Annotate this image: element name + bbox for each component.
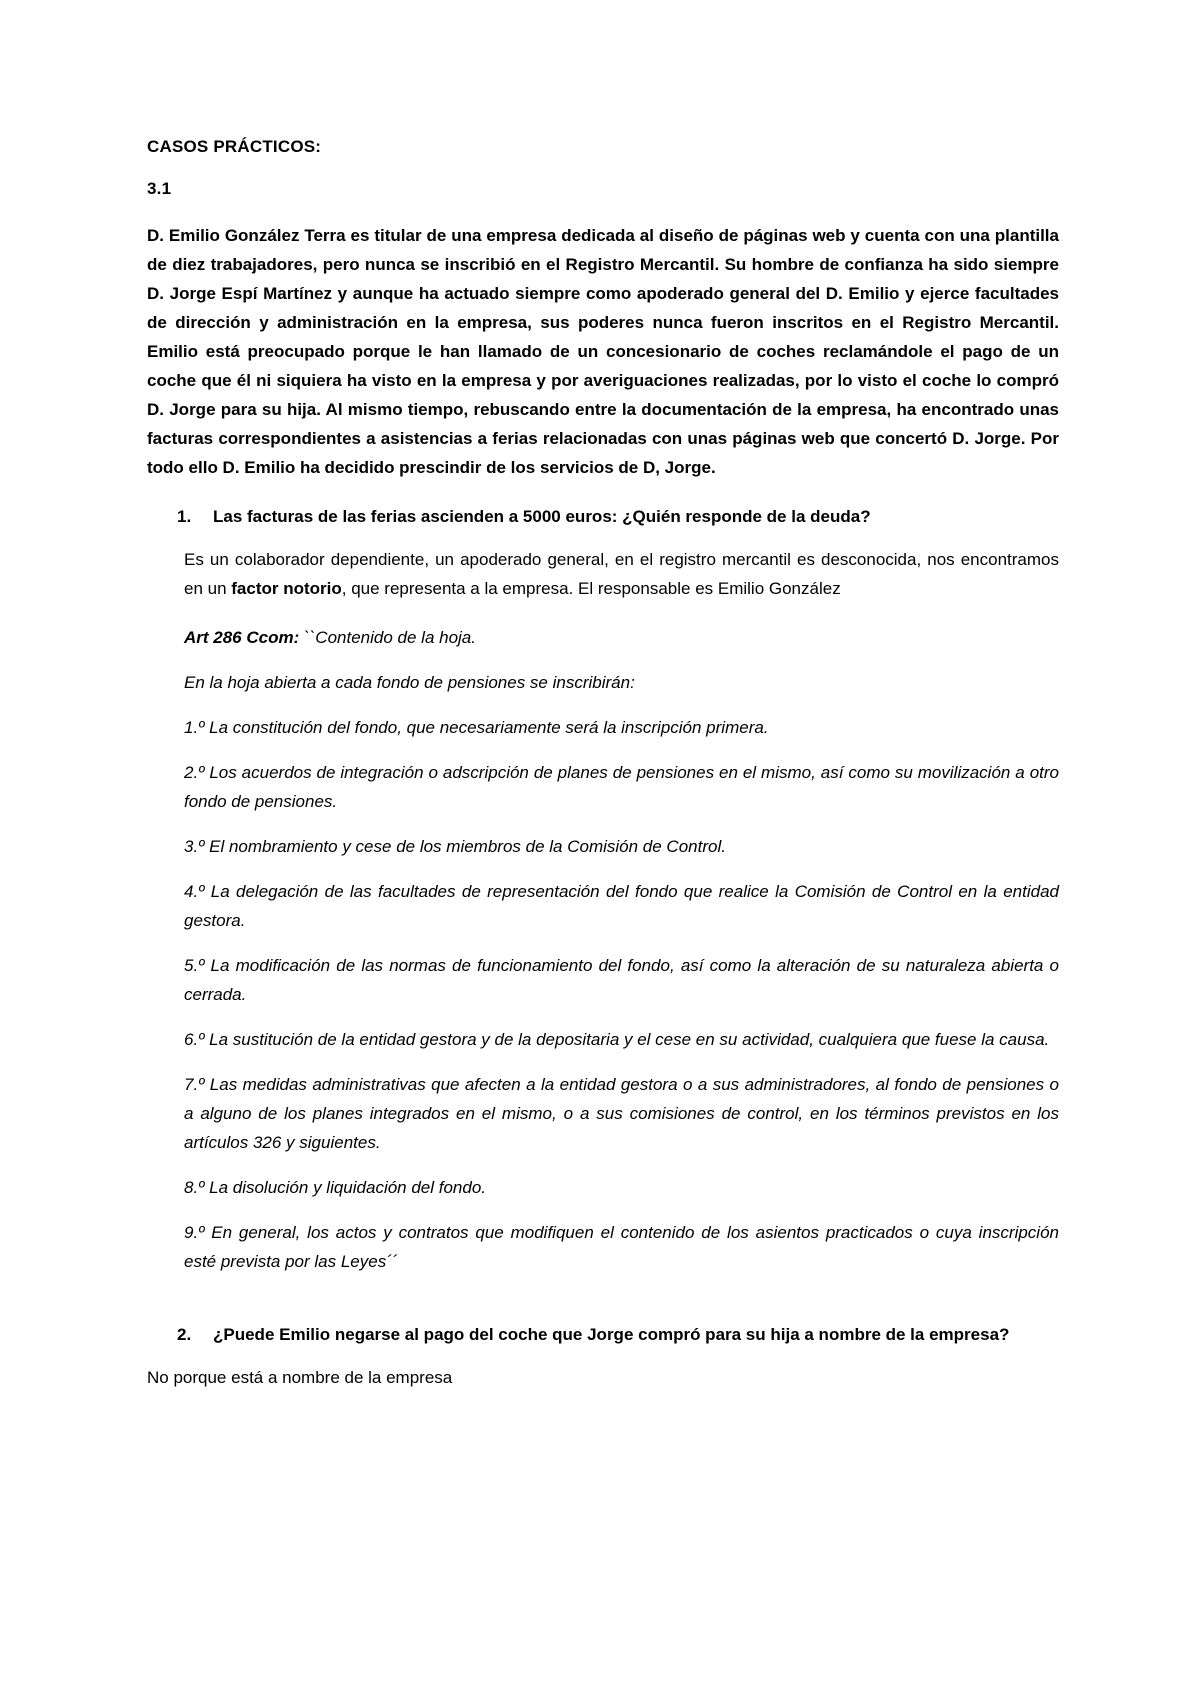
article-heading: ``Contenido de la hoja. [299,628,476,647]
article-item: 7.º Las medidas administrativas que afecten a la entidad gestora o a sus administradores, al fondo de pensiones o a alguno de los planes integrados en el mismo, o a sus comisiones de control, en los términos previstos en los artículos 326 y siguientes. [184,1075,1059,1152]
case-statement: D. Emilio González Terra es titular de una empresa dedicada al diseño de páginas web y cuenta con una plantilla de diez trabajadores, pero nunca se inscribió en el Registro Mercantil. Su hombre de confianza ha sido siempre D. Jorge Espí Martínez y aunque ha actuado siempre como apoderado general del D. Emilio y ejerce facultades de dirección y administración en la empresa, sus poderes nunca fueron inscritos en el Registro Mercantil. Emilio está preocupado porque le han llamado de un concesionario de coches reclamándole el pago de un coche que él ni siquiera ha visto en la empresa y por averiguaciones realizadas, por lo visto el coche lo compró D. Jorge para su hija. Al mismo tiempo, rebuscando entre la documentación de la empresa, ha encontrado unas facturas correspondientes a asistencias a ferias relacionadas con unas páginas web que concertó D. Jorge. Por todo ello D. Emilio ha decidido prescindir de los servicios de D, Jorge. [147,226,1059,477]
question-2-text: ¿Puede Emilio negarse al pago del coche que Jorge compró para su hija a nombre de la empresa? [213,1325,1010,1344]
article-item: 4.º La delegación de las facultades de representación del fondo que realice la Comisión de Control en la entidad gestora. [184,882,1059,930]
question-1-answer [147,545,1059,603]
article-reference: Art 286 Ccom: [184,628,300,647]
article-item: 5.º La modificación de las normas de funcionamiento del fondo, así como la alteración de su naturaleza abierta o cerrada. [184,956,1059,1004]
document-heading: CASOS PRÁCTICOS: [147,137,322,156]
article-quote [147,623,1059,1276]
document-body [147,137,1059,1392]
article-item: 6.º La sustitución de la entidad gestora y de la depositaria y el cese en su actividad, cualquiera que fuese la causa. [184,1030,1050,1049]
article-item: 2.º Los acuerdos de integración o adscripción de planes de pensiones en el mismo, así como su movilización a otro fondo de pensiones. [184,763,1059,811]
article-item: 3.º El nombramiento y cese de los miembros de la Comisión de Control. [184,837,726,856]
question-1 [147,502,1059,531]
case-number: 3.1 [147,179,172,198]
article-intro: En la hoja abierta a cada fondo de pensiones se inscribirán: [184,673,635,692]
article-item: 8.º La disolución y liquidación del fondo. [184,1178,487,1197]
answer-1-part-1: Es un colaborador dependiente, un apoderado general, en el registro mercantil es desconocida, nos encontramos en un [184,550,1059,598]
answer-1-bold-term: factor notorio [231,579,342,598]
question-1-text: Las facturas de las ferias ascienden a 5000 euros: ¿Quién responde de la deuda? [213,507,871,526]
question-2-number: 2. [177,1325,192,1344]
article-item: 9.º En general, los actos y contratos que modifiquen el contenido de los asientos practicados o cuya inscripción esté prevista por las Leyes´´ [184,1223,1059,1271]
article-item: 1.º La constitución del fondo, que necesariamente será la inscripción primera. [184,718,769,737]
question-2 [147,1320,1059,1349]
question-2-answer: No porque está a nombre de la empresa [147,1368,453,1387]
answer-1-part-2: , que representa a la empresa. El responsable es Emilio González [341,579,841,598]
article-title [184,623,1059,652]
question-1-number: 1. [177,507,192,526]
